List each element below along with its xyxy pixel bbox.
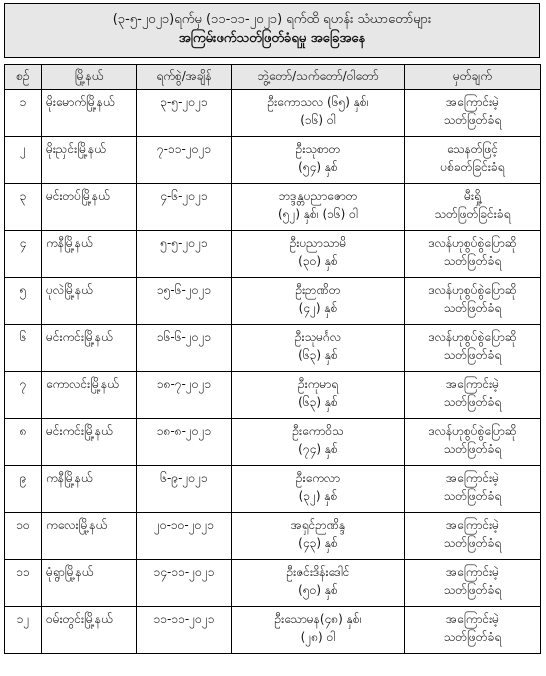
remark-line-2: သတ်ဖြတ်ခံရ (443, 442, 502, 456)
name-line-2: (၃၀) နှစ် (298, 254, 338, 268)
name-cell (232, 184, 405, 231)
date-cell (137, 513, 232, 560)
remark-cell (405, 325, 541, 372)
name-cell (232, 466, 405, 513)
table-row (5, 231, 541, 278)
name-line-1: ဦးဇင်းဒိန်းဒေါင် (286, 565, 350, 579)
remark-cell (405, 419, 541, 466)
township-cell (42, 466, 137, 513)
name-line-1: ဦးကုမာရ (297, 377, 339, 391)
header-remark: မှတ်ချက် (405, 65, 541, 90)
name-line-2: (၅၄) နှစ် (298, 160, 338, 174)
row-number-text: ၈ (19, 424, 27, 438)
table-row (5, 607, 541, 654)
date-text: ၂၀-၁၀-၂၀၂၁ (153, 518, 215, 532)
remark-line-2: သတ်ဖြတ်ခံရ (443, 630, 502, 644)
name-line-1: ဦးသောမန(၄၈) နှစ်၊ (274, 612, 362, 626)
row-number (5, 278, 42, 325)
township-text: မိုးမောက်မြို့နယ် (46, 95, 115, 109)
row-number-text: ၁၂ (16, 612, 30, 626)
remark-line-2: သတ်ဖြတ်ခံရ (443, 113, 502, 127)
township-text: ပုလဲမြို့နယ် (46, 283, 93, 297)
table-row (5, 90, 541, 137)
name-cell (232, 372, 405, 419)
date-cell (137, 278, 232, 325)
row-number-text: ၄ (19, 236, 27, 250)
title-line-2: အကြမ်းဖက်သတ်ဖြတ်ခံရမှု အခြေအနေ (178, 31, 366, 46)
remark-line-2: သတ်ဖြတ်ခံရ (443, 489, 502, 503)
remark-line-2: သတ်ဖြတ်ခံရ (443, 301, 502, 315)
table-row (5, 560, 541, 607)
remark-cell (405, 466, 541, 513)
row-number (5, 137, 42, 184)
name-line-1: ဦးဉာဏိတ (295, 283, 341, 297)
remark-line-1: ဒလန်ဟုစွပ်စွဲပြောဆို (428, 283, 517, 297)
date-text: ၁၆-၆-၂၀၂၁ (156, 330, 212, 344)
name-line-1: ဦးကောဝိသ (292, 424, 344, 438)
name-line-1: ဦးကေလာ (295, 471, 341, 485)
row-number (5, 466, 42, 513)
township-cell (42, 560, 137, 607)
row-number-text: ၇ (19, 377, 27, 391)
remark-cell (405, 560, 541, 607)
name-line-2: (၅၀) နှစ် (298, 583, 338, 597)
remark-line-2: ပစ်ခတ်ခြင်းခံရ (440, 160, 505, 174)
table-row (5, 278, 541, 325)
township-text: ကောလင်းမြို့နယ် (46, 377, 119, 391)
date-cell (137, 137, 232, 184)
remark-line-1: ဒလန်ဟုစွပ်စွဲပြောဆို (428, 330, 517, 344)
township-cell (42, 137, 137, 184)
date-cell (137, 560, 232, 607)
title-line-1: (၃-၅-၂၀၂၁)ရက်မှ (၁၁-၁၁-၂၀၂၁) ရက်ထိ ရဟန်း သံဃာတော်များ (112, 12, 432, 27)
name-cell (232, 278, 405, 325)
remark-line-1: အကြောင်းမဲ့ (445, 518, 499, 532)
table-row (5, 419, 541, 466)
name-cell (232, 419, 405, 466)
remark-cell (405, 137, 541, 184)
date-text: ၃-၅-၂၀၂၁ (160, 95, 208, 109)
name-line-2: (၂၈) ဝါ (300, 630, 336, 644)
name-cell (232, 90, 405, 137)
table-row (5, 184, 541, 231)
remark-cell (405, 231, 541, 278)
remark-line-1: အကြောင်းမဲ့ (445, 471, 499, 485)
date-text: ၇-၁၁-၂၀၂၁ (156, 142, 212, 156)
date-text: ၁၄-၁၁-၂၀၂၁ (153, 565, 215, 579)
table-row (5, 466, 541, 513)
name-line-2: (၅၂) နှစ်၊ (၁၆) ဝါ (278, 207, 358, 221)
name-line-2: (၆၃) နှစ် (298, 348, 338, 362)
remark-cell (405, 184, 541, 231)
row-number (5, 607, 42, 654)
remark-line-2: သတ်ဖြတ်ခံရ (443, 583, 502, 597)
remark-line-2: သတ်ဖြတ်ခံရ (443, 395, 502, 409)
name-cell (232, 231, 405, 278)
remark-line-2: သတ်ဖြတ်ခံရ (443, 536, 502, 550)
name-cell (232, 137, 405, 184)
remark-line-2: သတ်ဖြတ်ခြင်းခံရ (434, 207, 511, 221)
township-text: မင်းကင်းမြို့နယ် (46, 424, 113, 438)
remark-cell (405, 513, 541, 560)
township-cell (42, 231, 137, 278)
row-number (5, 419, 42, 466)
township-text: မိုးညှင်းမြို့နယ် (46, 142, 106, 156)
name-line-1: ဘဒ္ဒန္တပညာဇောတ (278, 189, 358, 203)
table-row (5, 325, 541, 372)
row-number (5, 231, 42, 278)
name-line-2: (၄၃) နှစ် (298, 536, 338, 550)
name-line-2: (၄၂) နှစ် (298, 301, 338, 315)
remark-cell (405, 372, 541, 419)
data-table (4, 64, 541, 654)
date-cell (137, 466, 232, 513)
township-text: ကလေးမြို့နယ် (46, 518, 108, 532)
township-cell (42, 419, 137, 466)
township-text: ကနီမြို့နယ် (46, 471, 93, 485)
row-number (5, 184, 42, 231)
name-cell (232, 607, 405, 654)
row-number (5, 90, 42, 137)
township-cell (42, 90, 137, 137)
name-line-2: (၆၃) နှစ် (298, 395, 338, 409)
row-number (5, 372, 42, 419)
header-township: မြို့နယ် (42, 65, 137, 90)
remark-line-1: သေနတ်ဖြင့် (446, 142, 499, 156)
township-cell (42, 325, 137, 372)
row-number-text: ၉ (19, 471, 27, 485)
township-cell (42, 513, 137, 560)
date-cell (137, 325, 232, 372)
name-line-1: ဦးပညာသာမိ (289, 236, 347, 250)
remark-line-1: အကြောင်းမဲ့ (445, 95, 499, 109)
name-line-2: (၁၆) ဝါ (300, 113, 336, 127)
name-line-1: ဦးသုမင်္ဂလ (294, 330, 342, 344)
date-text: ၁၅-၆-၂၀၂၁ (156, 283, 212, 297)
township-text: ကနီမြို့နယ် (46, 236, 93, 250)
name-cell (232, 560, 405, 607)
township-text: ဝမ်းတွင်းမြို့နယ် (46, 612, 113, 626)
township-cell (42, 372, 137, 419)
row-number (5, 560, 42, 607)
remark-line-1: ဒလန်ဟုစွပ်စွဲပြောဆို (428, 236, 517, 250)
township-cell (42, 184, 137, 231)
name-line-1: အရှင်ဉာဏိန္ဒ (290, 518, 346, 532)
date-cell (137, 90, 232, 137)
date-cell (137, 231, 232, 278)
date-text: ၄-၆-၂၀၂၁ (160, 189, 208, 203)
township-text: မင်းတပ်မြို့နယ် (46, 189, 110, 203)
row-number-text: ၁၀ (16, 518, 30, 532)
table-header-row (5, 65, 541, 90)
remark-line-1: မီးရှို့ (464, 189, 481, 203)
remark-line-1: ဒလန်ဟုစွပ်စွဲပြောဆို (428, 424, 517, 438)
date-cell (137, 419, 232, 466)
row-number (5, 325, 42, 372)
township-cell (42, 607, 137, 654)
table-row (5, 137, 541, 184)
date-text: ၁၈-၈-၂၀၂၁ (156, 424, 212, 438)
header-no: စဉ် (5, 65, 42, 90)
row-number-text: ၅ (19, 283, 27, 297)
table-row (5, 513, 541, 560)
name-line-2: (၃၂) နှစ် (298, 489, 338, 503)
header-date: ရက်စွဲ/အချိန် (137, 65, 232, 90)
township-text: မင်းကင်းမြို့နယ် (46, 330, 113, 344)
remark-line-1: အကြောင်းမဲ့ (445, 612, 499, 626)
date-text: ၁၁-၁၁-၂၀၂၁ (153, 612, 215, 626)
row-number-text: ၃ (19, 189, 27, 203)
row-number-text: ၁၁ (16, 565, 30, 579)
remark-line-2: သတ်ဖြတ်ခံရ (443, 348, 502, 362)
title-box (4, 3, 540, 58)
date-text: ၁၈-၇-၂၀၂၁ (156, 377, 212, 391)
township-text: မုံရွာမြို့နယ် (46, 565, 94, 579)
remark-cell (405, 607, 541, 654)
date-cell (137, 607, 232, 654)
remark-line-1: အကြောင်းမဲ့ (445, 377, 499, 391)
name-line-1: ဦးကောသလ (၆၅) နှစ်၊ (267, 95, 369, 109)
row-number-text: ၂ (20, 142, 26, 156)
date-cell (137, 372, 232, 419)
remark-cell (405, 90, 541, 137)
name-cell (232, 513, 405, 560)
remark-line-2: သတ်ဖြတ်ခံရ (443, 254, 502, 268)
remark-cell (405, 278, 541, 325)
header-name: ဘွဲ့တော်/သက်တော်/ဝါတော် (232, 65, 405, 90)
date-text: ၅-၅-၂၀၂၁ (160, 236, 208, 250)
township-cell (42, 278, 137, 325)
date-cell (137, 184, 232, 231)
remark-line-1: အကြောင်းမဲ့ (445, 565, 499, 579)
row-number-text: ၁ (19, 95, 27, 109)
name-cell (232, 325, 405, 372)
name-line-1: ဦးသုစာတ (295, 142, 341, 156)
row-number (5, 513, 42, 560)
date-text: ၆-၉-၂၀၂၁ (160, 471, 208, 485)
row-number-text: ၆ (19, 330, 27, 344)
table-row (5, 372, 541, 419)
name-line-2: (၇၄) နှစ် (298, 442, 338, 456)
